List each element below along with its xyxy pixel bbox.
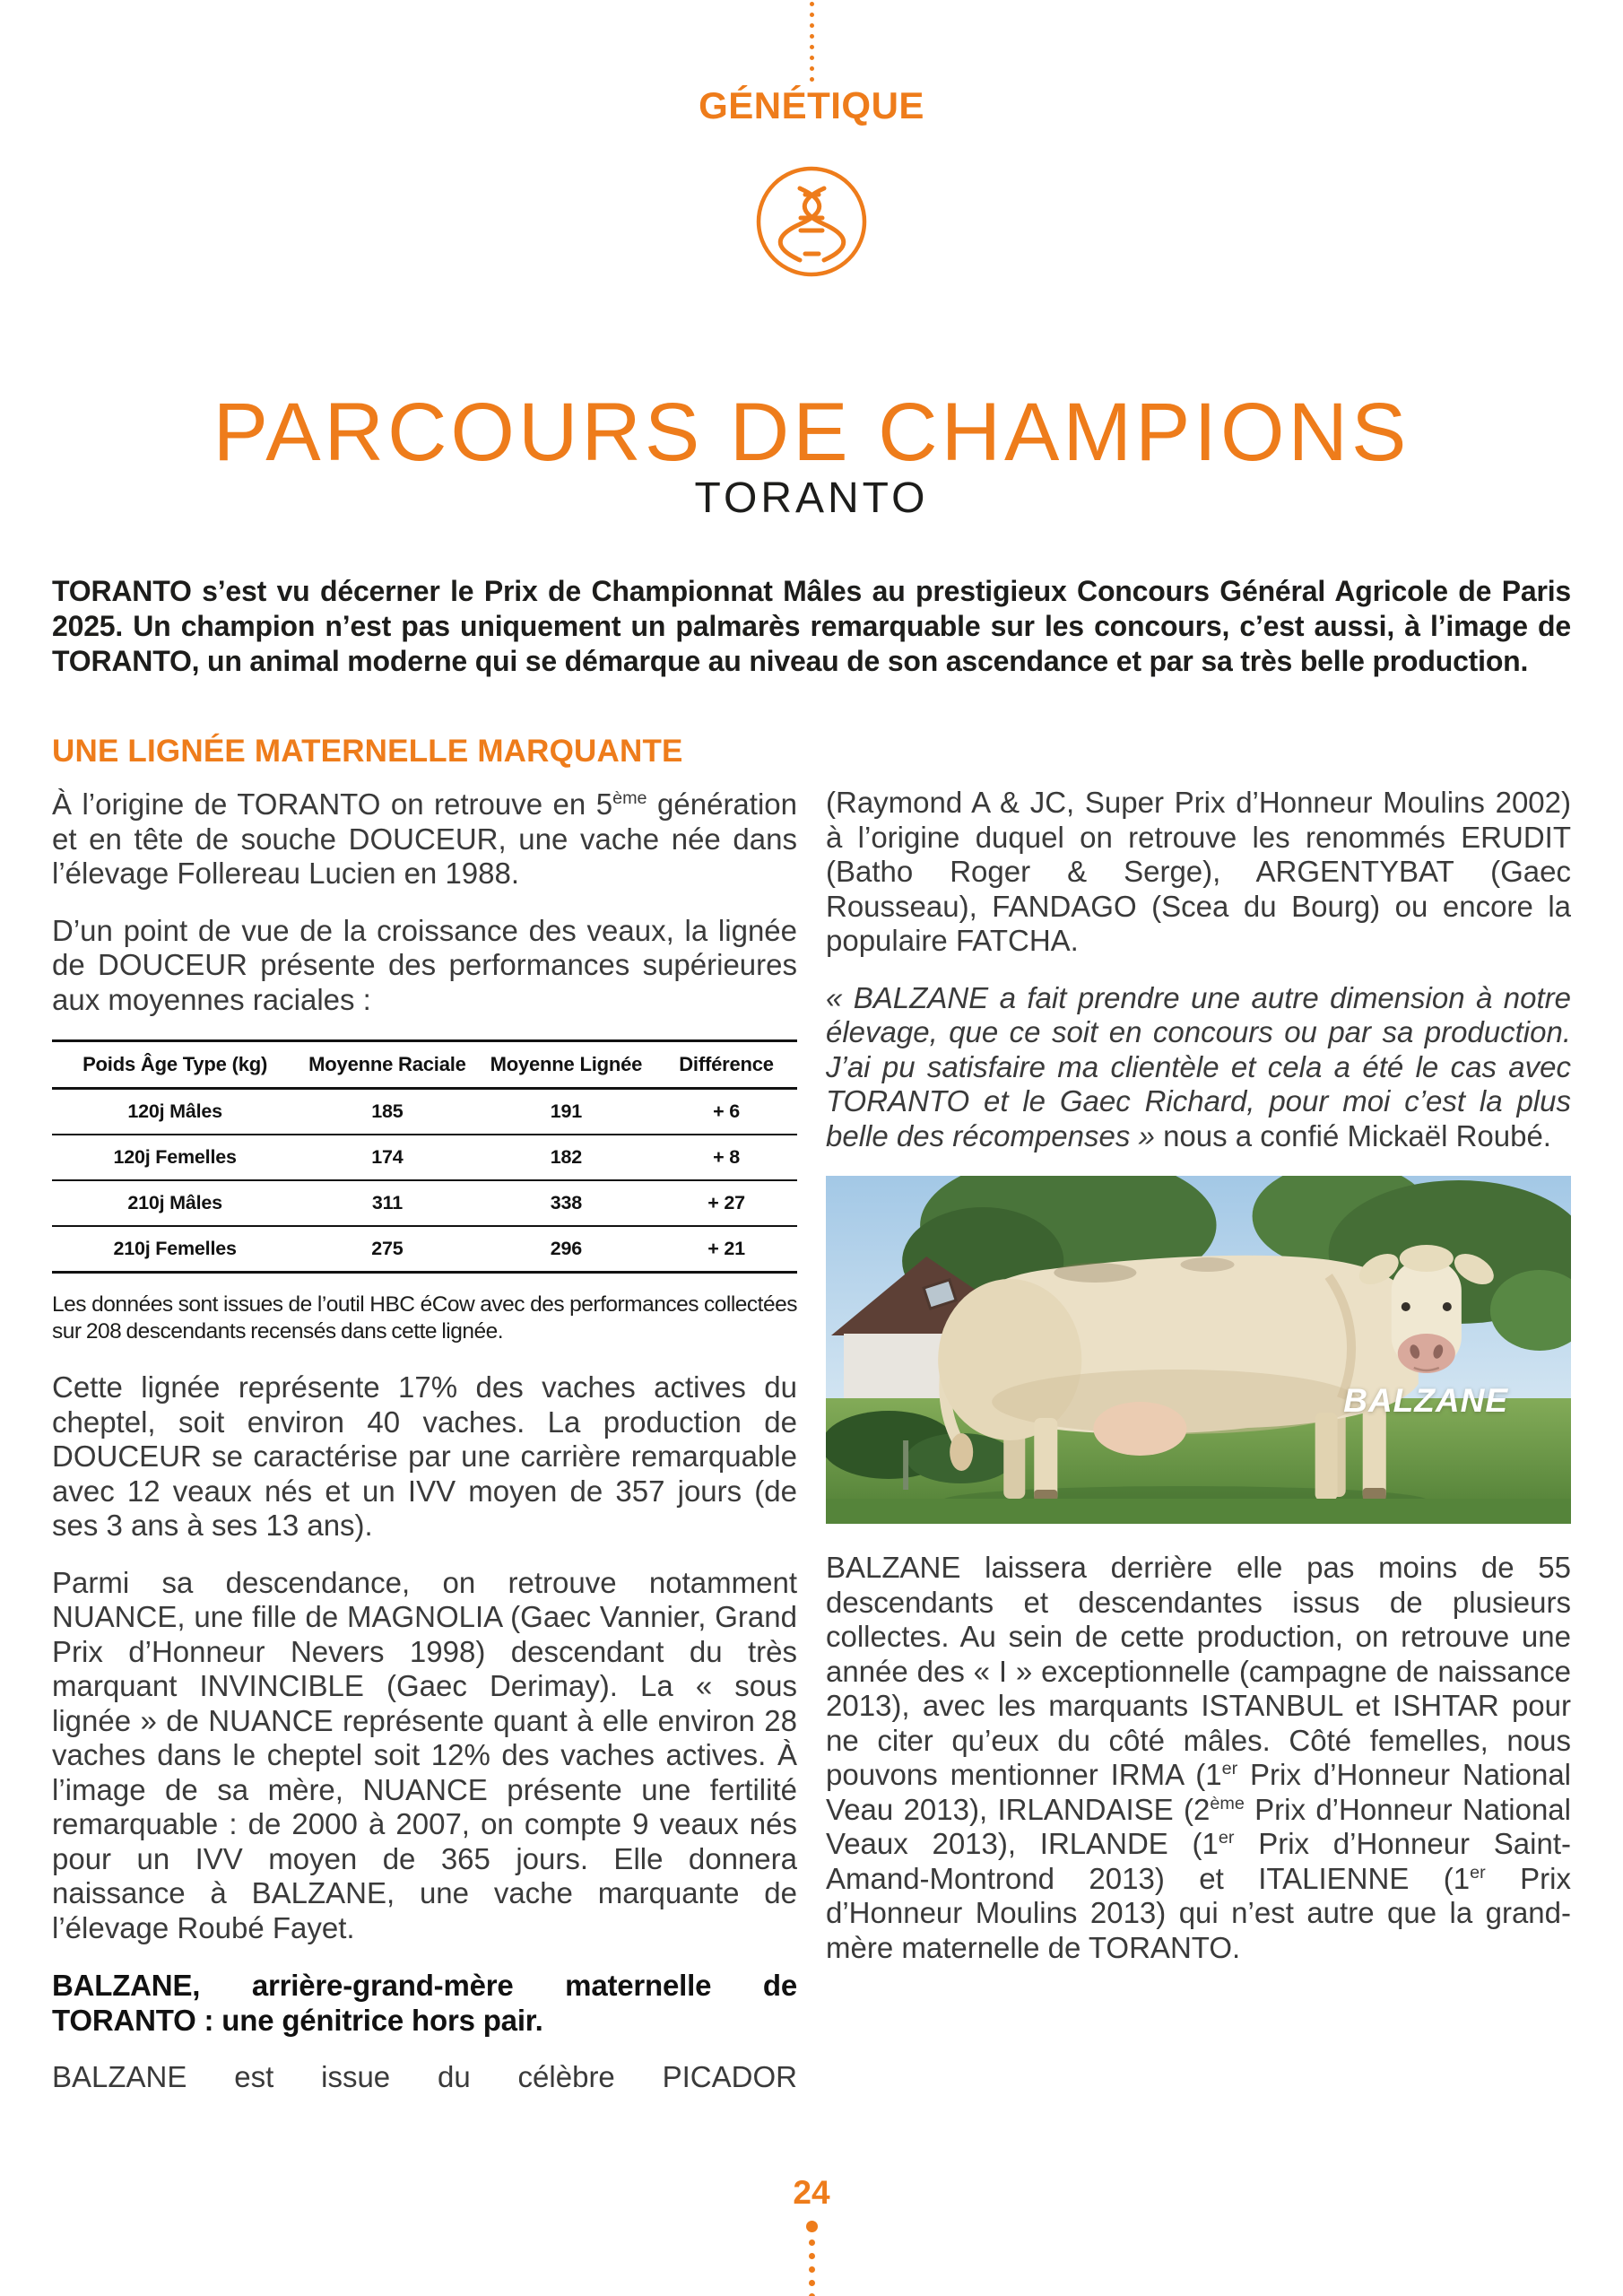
- paragraph-balzane-descendance: BALZANE laissera derrière elle pas moins de 55 descendants et descendantes issus de plusieurs collectes. Au sein de cette production, on retrouve une année des « I » exceptionnelle (campagne de naissance 2013), avec les marquants ISTANBUL et ISHTAR pour ne citer qu’eux du côté mâles. Côté femelles, nous pouvons mentionner IRMA (1er Prix d’Honneur National Veau 2013), IRLANDAISE (2ème Prix d’Honneur National Veaux 2013), IRLANDE (1er Prix d’Honneur Saint-Amand-Montrond 2013) et ITALIENNE (1er Prix d’Honneur Moulins 2013) qui n’est autre que la grand-mère maternelle de TORANTO.: [826, 1551, 1572, 1964]
- table-header-difference: Différence: [655, 1041, 797, 1089]
- paragraph-picador: BALZANE est issue du célèbre PICADOR: [52, 2060, 797, 2093]
- page-number: 24: [793, 2174, 830, 2211]
- performance-table: [52, 1039, 797, 1274]
- paragraph-quote: [826, 981, 1571, 1154]
- table-cell: 296: [477, 1226, 655, 1273]
- photo-label: BALZANE: [1343, 1382, 1508, 1419]
- paragraph-balzane-bold: BALZANE, arrière-grand-mère maternelle de TORANTO : une génitrice hors pair.: [52, 1969, 797, 2037]
- table-cell: + 6: [655, 1089, 797, 1135]
- page-title: PARCOURS DE CHAMPIONS: [213, 386, 1410, 478]
- table-row: [52, 1089, 797, 1135]
- section-heading: UNE LIGNÉE MATERNELLE MARQUANTE: [52, 734, 683, 769]
- paragraph-picador-suite: (Raymond A & JC, Super Prix d’Honneur Moulins 2002) à l’origine duquel on retrouve les renommés ERUDIT (Batho Roger & Serge), ARGENTYBAT (Gaec Rousseau), FANDAGO (Scea du Bourg) ou encore la populaire FATCHA.: [826, 786, 1571, 957]
- table-cell: 210j Femelles: [52, 1226, 298, 1273]
- paragraph-descendance: Parmi sa descendance, on retrouve notamment NUANCE, une fille de MAGNOLIA (Gaec Vannier, Grand Prix d’Honneur Nevers 1998) descendant du très marquant INVINCIBLE (Gaec Derimay). La « sous lignée » de NUANCE représente quant à elle environ 28 vaches dans le cheptel soit 12% des vaches actives. À l’image de sa mère, NUANCE présente une fertilité remarquable : de 2000 à 2007, on compte 9 veaux nés pour un IVV moyen de 365 jours. Elle donnera naissance à BALZANE, une vache marquante de l’élevage Roubé Fayet.: [52, 1565, 797, 1944]
- table-cell: 191: [477, 1089, 655, 1135]
- top-dotted-rule: [0, 2, 1623, 82]
- table-header-poids: Poids Âge Type (kg): [52, 1041, 298, 1089]
- table-row: [52, 1180, 797, 1226]
- table-header-moyenne-raciale: Moyenne Raciale: [298, 1041, 476, 1089]
- table-cell: 182: [477, 1135, 655, 1180]
- balzane-photo: [826, 1176, 1571, 1524]
- table-header-row: [52, 1041, 797, 1089]
- table-cell: 185: [298, 1089, 476, 1135]
- quote-text: « BALZANE a fait prendre une autre dimension à notre élevage, que ce soit en concours ou par sa production. J’ai pu satisfaire ma clientèle et cela a été le cas avec TORANTO et le Gaec Richard, pour moi c’est la plus belle des récompenses »: [826, 980, 1571, 1152]
- table-cell: 120j Mâles: [52, 1089, 298, 1135]
- bottom-dotted-rule: [0, 2221, 1623, 2296]
- cow-pasture-illustration: [826, 1176, 1571, 1524]
- intro-paragraph: TORANTO s’est vu décerner le Prix de Championnat Mâles au prestigieux Concours Général Agricole de Paris 2025. Un champion n’est pas uniquement un palmarès remarquable sur les concours, c’est aussi, à l’image de TORANTO, un animal moderne qui se démarque au niveau de son ascendance et par sa très belle production.: [52, 575, 1571, 677]
- paragraph-origin: À l’origine de TORANTO on retrouve en 5ème génération et en tête de souche DOUCEUR, une vache née dans l’élevage Follereau Lucien en 1988.: [52, 787, 797, 890]
- table-cell: + 27: [655, 1180, 797, 1226]
- dna-helix-icon: [755, 165, 868, 278]
- table-row: [52, 1135, 797, 1180]
- table-row: [52, 1226, 797, 1273]
- paragraph-lignee: Cette lignée représente 17% des vaches actives du cheptel, soit environ 40 vaches. La production de DOUCEUR se caractérise par une carrière remarquable avec 12 veaux nés et un IVV moyen de 357 jours (de ses 3 ans à ses 13 ans).: [52, 1370, 797, 1542]
- table-cell: + 8: [655, 1135, 797, 1180]
- table-cell: + 21: [655, 1226, 797, 1273]
- section-kicker: GÉNÉTIQUE: [699, 84, 924, 126]
- table-caption: Les données sont issues de l’outil HBC éCow avec des performances collectées sur 208 descendants recensés dans cette lignée.: [52, 1292, 797, 1344]
- right-column: [826, 734, 1571, 1987]
- table-header-moyenne-lignee: Moyenne Lignée: [477, 1041, 655, 1089]
- paragraph-croissance: D’un point de vue de la croissance des veaux, la lignée de DOUCEUR présente des performances supérieures aux moyennes raciales :: [52, 913, 797, 1016]
- table-cell: 311: [298, 1180, 476, 1226]
- article-columns: [52, 734, 1571, 2095]
- page-subtitle: TORANTO: [694, 474, 929, 522]
- table-cell: 210j Mâles: [52, 1180, 298, 1226]
- quote-attribution: nous a confié Mickaël Roubé.: [1163, 1118, 1551, 1152]
- table-cell: 120j Femelles: [52, 1135, 298, 1180]
- table-cell: 275: [298, 1226, 476, 1273]
- left-column: [52, 734, 797, 2095]
- dna-icon: [0, 165, 1623, 278]
- table-cell: 174: [298, 1135, 476, 1180]
- table-cell: 338: [477, 1180, 655, 1226]
